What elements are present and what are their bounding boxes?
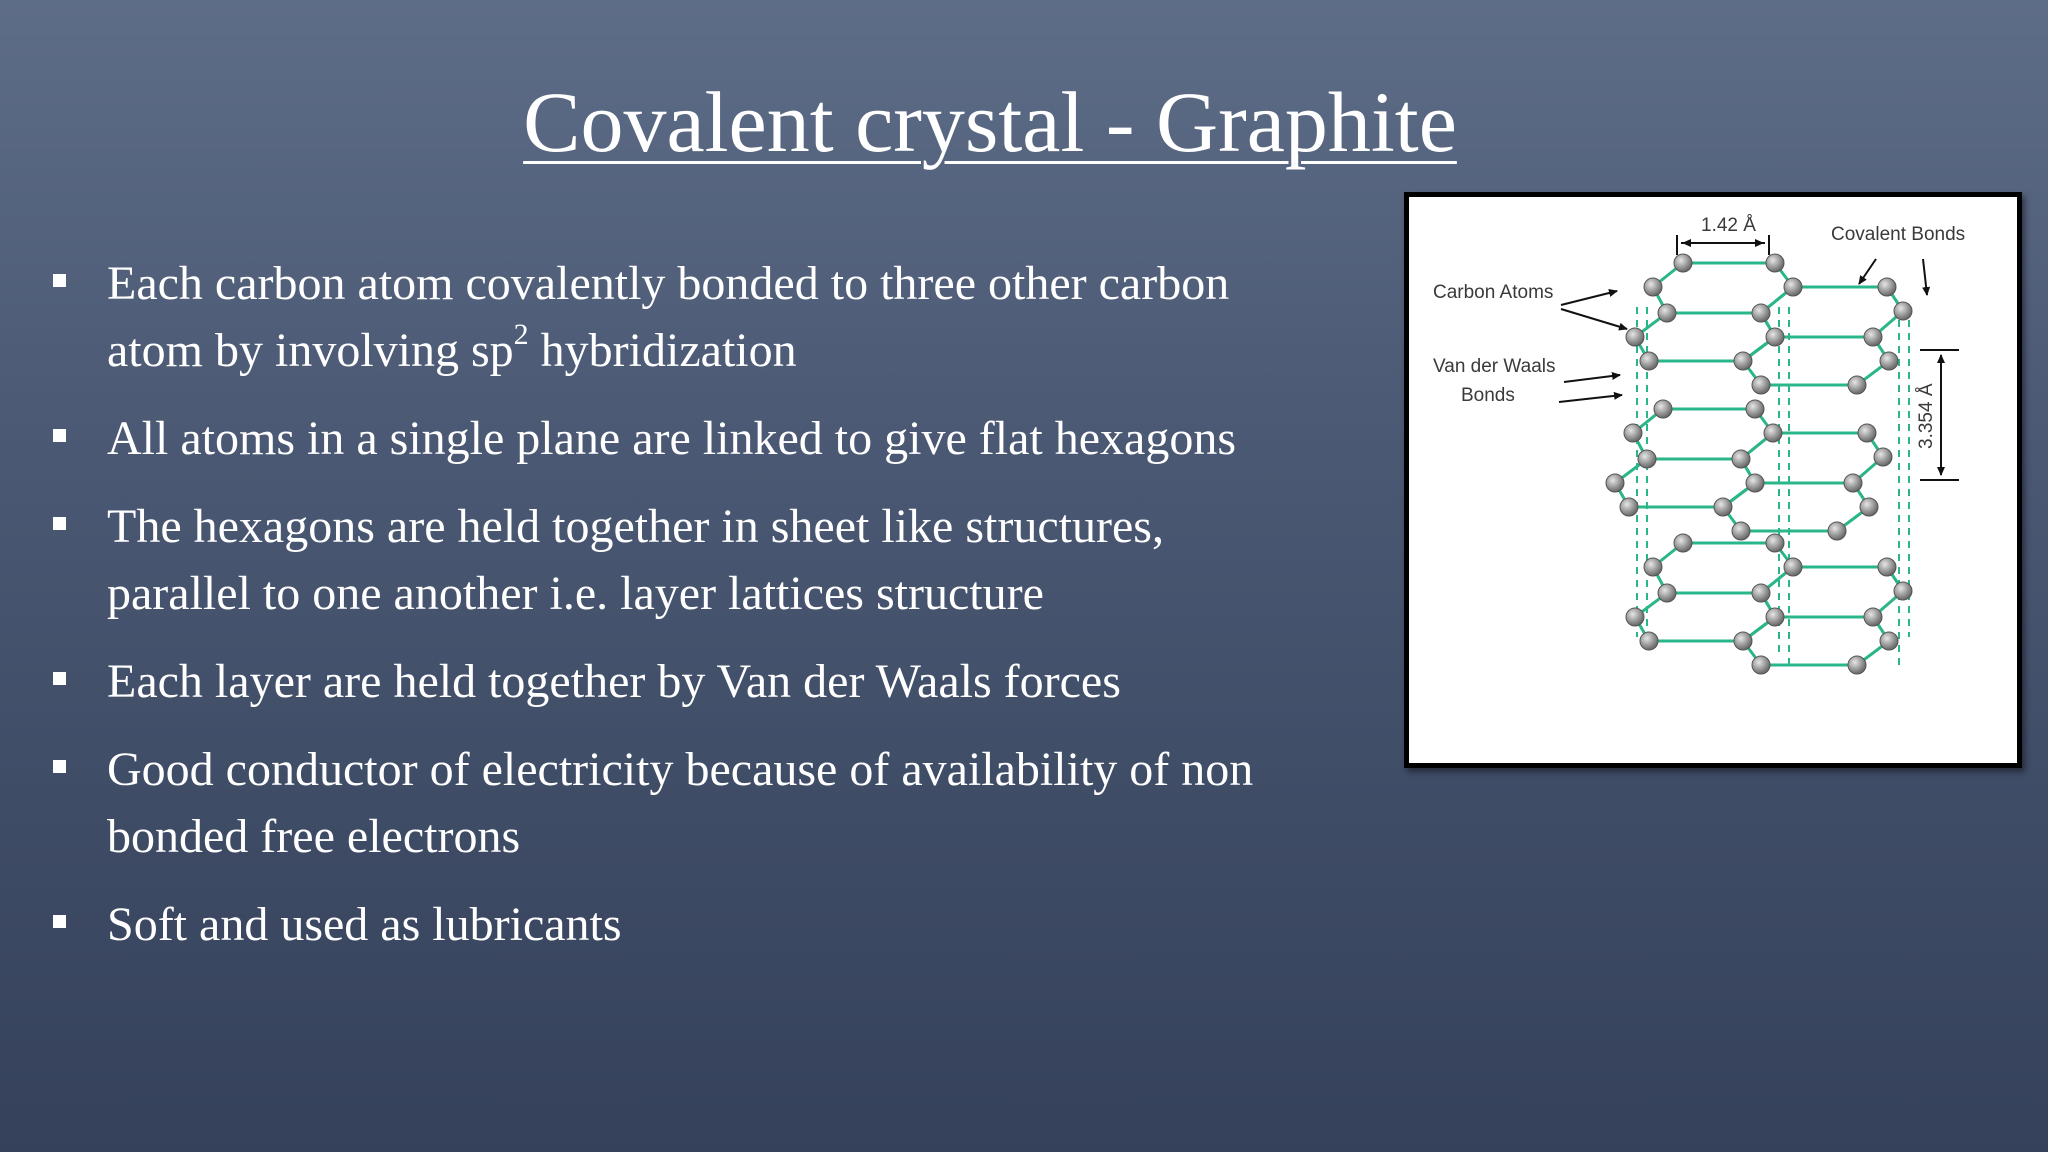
carbon-atom (1644, 558, 1662, 576)
bullet-item (50, 493, 1370, 627)
bullet-text-line: Each carbon atom covalently bonded to three other carbon (107, 257, 1230, 310)
carbon-atom (1752, 376, 1770, 394)
carbon-atom (1752, 304, 1770, 322)
carbon-atom (1752, 656, 1770, 674)
carbon-atom (1674, 254, 1692, 272)
bullet-text-segment: atom by involving sp (107, 324, 514, 377)
square-bullet-icon (53, 672, 66, 685)
covalent-bond-arrow-2 (1923, 259, 1927, 295)
bullet-item (50, 405, 1370, 472)
carbon-atom (1860, 498, 1878, 516)
carbon-atom (1784, 278, 1802, 296)
carbon-atom (1658, 304, 1676, 322)
carbon-atom-arrow-1 (1561, 291, 1617, 305)
carbon-atom (1764, 424, 1782, 442)
carbon-atom (1880, 632, 1898, 650)
bullet-text-line (107, 317, 1370, 384)
bullet-text-line: Good conductor of electricity because of availability of non (107, 743, 1254, 796)
covalent-bond-arrow-1 (1859, 259, 1876, 284)
carbon-atom (1864, 328, 1882, 346)
carbon-atom (1674, 534, 1692, 552)
superscript: 2 (513, 318, 529, 351)
square-bullet-icon (53, 915, 66, 928)
bullet-text-line: Each layer are held together by Van der Waals forces (107, 655, 1121, 708)
carbon-atom (1766, 328, 1784, 346)
carbon-atom (1658, 584, 1676, 602)
graphite-lattice-diagram (1409, 197, 2017, 763)
carbon-atom-arrow-2 (1561, 309, 1627, 329)
carbon-atom (1734, 352, 1752, 370)
carbon-atom (1844, 474, 1862, 492)
carbon-atom (1752, 584, 1770, 602)
carbon-atom (1828, 522, 1846, 540)
carbon-atom (1640, 632, 1658, 650)
carbon-atom (1626, 608, 1644, 626)
carbon-atom (1894, 302, 1912, 320)
bullet-text-line: The hexagons are held together in sheet like structures, (107, 500, 1164, 553)
carbon-atom (1766, 608, 1784, 626)
bullet-item (50, 736, 1370, 870)
bullet-text-line: parallel to one another i.e. layer lattices structure (107, 567, 1044, 620)
carbon-atom (1606, 474, 1624, 492)
carbon-atom (1746, 400, 1764, 418)
bond-length-label: 1.42 Å (1701, 215, 1756, 236)
carbon-atom (1644, 278, 1662, 296)
carbon-atom (1878, 278, 1896, 296)
bullet-text-line: bonded free electrons (107, 810, 521, 863)
covalent-bonds-label: Covalent Bonds (1831, 224, 1966, 245)
layer-spacing-label: 3.354 Å (1916, 383, 1937, 449)
square-bullet-icon (53, 760, 66, 773)
van-der-waals-label: Van der Waals (1433, 356, 1556, 377)
carbon-atom (1880, 352, 1898, 370)
slide-title: Covalent crystal - Graphite (523, 74, 1457, 170)
bullet-item (50, 648, 1370, 715)
bullet-text-line: Soft and used as lubricants (107, 898, 622, 951)
carbon-atom (1734, 632, 1752, 650)
bullet-item (50, 250, 1370, 384)
carbon-atom (1626, 328, 1644, 346)
bullet-item (50, 891, 1370, 958)
carbon-atom (1746, 474, 1764, 492)
van-der-waals-label-bonds: Bonds (1461, 385, 1515, 406)
carbon-atom (1732, 522, 1750, 540)
carbon-atom (1848, 656, 1866, 674)
carbon-atom (1654, 400, 1672, 418)
bullet-text-segment: hybridization (528, 324, 797, 377)
graphite-structure-figure (1404, 192, 2022, 768)
square-bullet-icon (53, 274, 66, 287)
carbon-atom (1864, 608, 1882, 626)
carbon-atom (1784, 558, 1802, 576)
carbon-atom (1878, 558, 1896, 576)
carbon-atom (1894, 582, 1912, 600)
carbon-atom (1766, 534, 1784, 552)
bullet-list (50, 250, 1370, 979)
vdw-arrow-1 (1564, 375, 1620, 382)
carbon-atom (1848, 376, 1866, 394)
carbon-atoms-label: Carbon Atoms (1433, 282, 1554, 303)
square-bullet-icon (53, 517, 66, 530)
carbon-atom (1620, 498, 1638, 516)
carbon-atom (1766, 254, 1784, 272)
carbon-atoms (1606, 254, 1912, 674)
vdw-arrow-2 (1559, 395, 1622, 402)
bullet-text-line: All atoms in a single plane are linked to give flat hexagons (107, 412, 1237, 465)
carbon-atom (1640, 352, 1658, 370)
carbon-atom (1874, 448, 1892, 466)
square-bullet-icon (53, 429, 66, 442)
carbon-atom (1714, 498, 1732, 516)
carbon-atom (1638, 450, 1656, 468)
covalent-bond-lines (1615, 263, 1903, 665)
carbon-atom (1624, 424, 1642, 442)
carbon-atom (1732, 450, 1750, 468)
carbon-atom (1858, 424, 1876, 442)
